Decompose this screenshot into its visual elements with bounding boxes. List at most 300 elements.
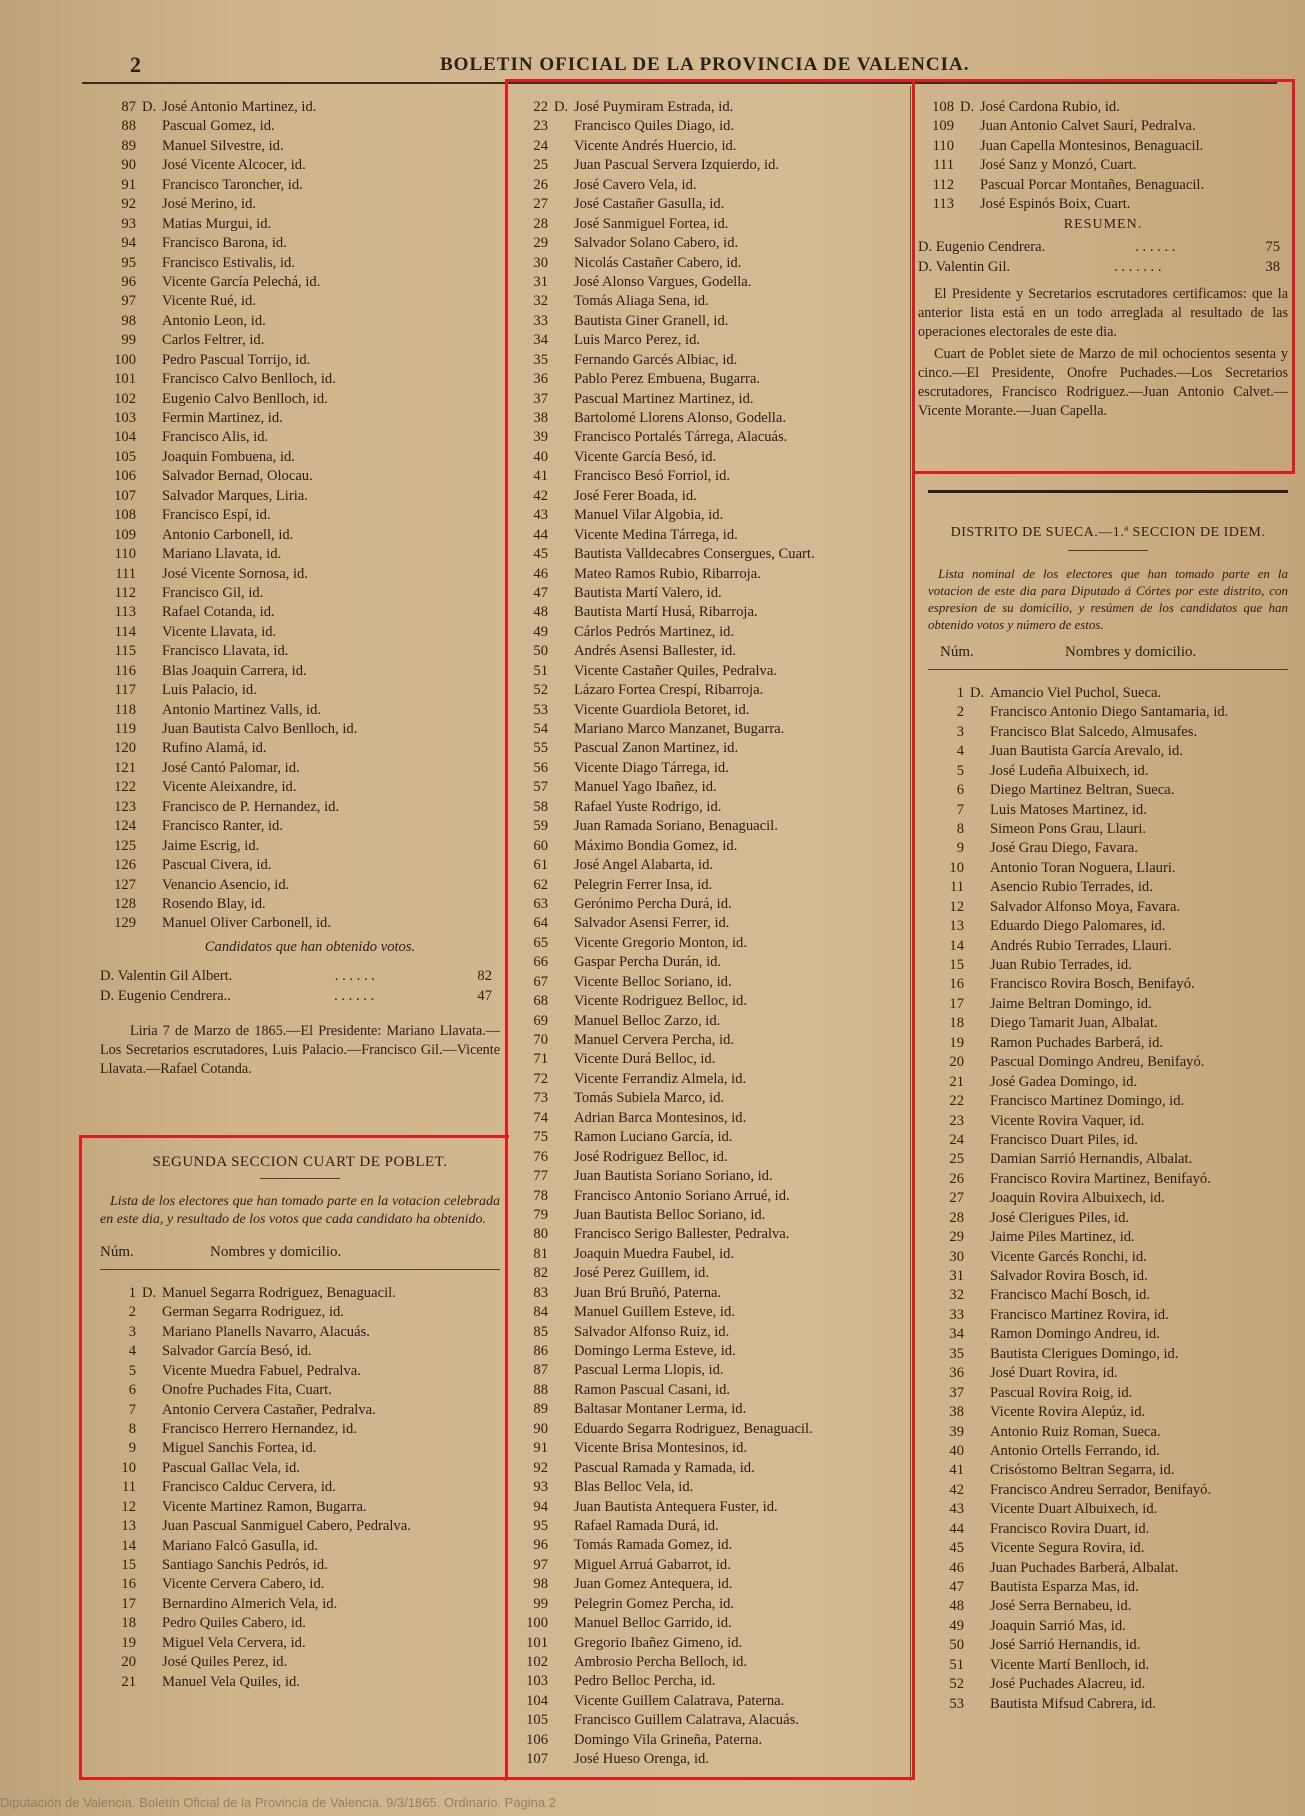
elector-number: 43 <box>949 1501 964 1518</box>
elector-number: 100 <box>526 1615 548 1632</box>
sueca-row <box>928 1578 1288 1597</box>
elector-number: 42 <box>533 487 548 504</box>
elector-name: Vicente Guillem Calatrava, Paterna. <box>574 1692 785 1709</box>
col2-row <box>512 1575 907 1594</box>
dot-leader: . . . . . . <box>1135 239 1176 256</box>
col3-row <box>918 117 1288 136</box>
elector-name: Salvador Asensi Ferrer, id. <box>574 915 730 932</box>
elector-name: Mateo Ramos Rubio, Ribarroja. <box>574 565 761 582</box>
title-mark <box>554 1050 574 1069</box>
title-mark <box>554 1012 574 1031</box>
elector-name: Francisco Machí Bosch, id. <box>990 1287 1151 1304</box>
sueca-row <box>928 1520 1288 1539</box>
elector-name: Bernardino Almerich Vela, id. <box>162 1595 338 1612</box>
elector-number: 116 <box>114 662 136 679</box>
col1-row <box>100 623 500 642</box>
sueca-row <box>928 1345 1288 1364</box>
elector-number: 55 <box>533 740 548 757</box>
elector-number: 99 <box>533 1595 548 1612</box>
title-mark <box>970 956 990 975</box>
elector-number: 95 <box>121 254 136 271</box>
elector-number: 35 <box>533 351 548 368</box>
title-mark <box>970 1325 990 1344</box>
candidate-name: D. Eugenio Cendrera. <box>918 239 1046 256</box>
elector-name: Pascual Gomez, id. <box>162 118 275 135</box>
elector-name: Manuel Vilar Algobia, id. <box>574 507 724 524</box>
col2-row <box>512 603 907 622</box>
elector-number: 65 <box>533 934 548 951</box>
sueca-row <box>928 1675 1288 1694</box>
elector-number: 125 <box>114 837 136 854</box>
title-mark <box>970 1656 990 1675</box>
elector-name: Andrés Asensi Ballester, id. <box>574 643 736 660</box>
title-mark <box>554 1420 574 1439</box>
sueca-row <box>928 1500 1288 1519</box>
elector-number: 36 <box>949 1365 964 1382</box>
elector-number: 46 <box>949 1559 964 1576</box>
col1-row <box>100 467 500 486</box>
elector-name: Salvador Solano Cabero, id. <box>574 235 739 252</box>
elector-name: Pedro Quiles Cabero, id. <box>162 1615 306 1632</box>
col1-row <box>100 681 500 700</box>
title-mark <box>554 292 574 311</box>
col1-row <box>100 662 500 681</box>
elector-name: Francisco Rovira Bosch, Benifayó. <box>990 976 1195 993</box>
elector-name: Juan Bautista Belloc Soriano, id. <box>574 1206 766 1223</box>
column-2 <box>512 98 907 1770</box>
elector-number: 21 <box>121 1673 136 1690</box>
col1-row <box>100 798 500 817</box>
col2-row <box>512 1731 907 1750</box>
candidates-heading: Candidatos que han obtenido votos. <box>204 938 416 955</box>
elector-name: Francisco Taroncher, id. <box>162 176 303 193</box>
col2-row <box>512 914 907 933</box>
sueca-voter-list <box>928 684 1288 1714</box>
elector-name: Vicente García Besó, id. <box>574 448 717 465</box>
title-mark <box>970 1636 990 1655</box>
elector-number: 114 <box>114 623 136 640</box>
elector-number: 16 <box>121 1576 136 1593</box>
title-mark <box>554 1517 574 1536</box>
title-mark <box>970 1481 990 1500</box>
col2-row <box>512 176 907 195</box>
sueca-column-headers <box>928 643 1288 662</box>
title-mark <box>142 662 162 681</box>
title-mark <box>554 876 574 895</box>
elector-name: Antonio Leon, id. <box>162 312 266 329</box>
title-mark <box>970 1520 990 1539</box>
elector-name: Vicente Muedra Fabuel, Pedralva. <box>162 1362 361 1379</box>
sueca-row <box>928 1014 1288 1033</box>
elector-name: Vicente Rodriguez Belloc, id. <box>574 993 747 1010</box>
elector-number: 4 <box>956 743 964 760</box>
col2-row <box>512 1206 907 1225</box>
elector-number: 121 <box>114 759 136 776</box>
elector-name: Vicente Brisa Montesinos, id. <box>574 1440 748 1457</box>
sueca-row <box>928 937 1288 956</box>
title-mark <box>142 681 162 700</box>
col2-row <box>512 720 907 739</box>
col2-row <box>512 351 907 370</box>
title-mark <box>554 720 574 739</box>
sueca-row <box>928 1403 1288 1422</box>
col1-row <box>100 526 500 545</box>
title-mark <box>554 254 574 273</box>
title-mark <box>142 817 162 836</box>
col2-row <box>512 1672 907 1691</box>
elector-number: 5 <box>128 1362 136 1379</box>
elector-name: Antonio Martinez Valls, id. <box>162 701 322 718</box>
elector-number: 21 <box>949 1073 964 1090</box>
title-mark <box>970 937 990 956</box>
title-mark <box>142 1362 162 1381</box>
col1-row <box>100 215 500 234</box>
title-mark <box>960 117 980 136</box>
elector-name: Vicente Segura Rovira, id. <box>990 1540 1145 1557</box>
elector-name: Adrian Barca Montesinos, id. <box>574 1109 747 1126</box>
col2-row <box>512 370 907 389</box>
elector-number: 103 <box>526 1673 548 1690</box>
col2-row <box>512 1070 907 1089</box>
title-mark: D. <box>960 99 975 115</box>
sueca-row <box>928 762 1288 781</box>
elector-name: Lázaro Fortea Crespí, Ribarroja. <box>574 682 764 699</box>
elector-name: Juan Ramada Soriano, Benaguacil. <box>574 818 778 835</box>
col1-row <box>100 137 500 156</box>
elector-name: Salvador Rovira Bosch, id. <box>990 1268 1148 1285</box>
col2-row <box>512 856 907 875</box>
title-mark <box>142 1634 162 1653</box>
sueca-row <box>928 684 1288 703</box>
elector-number: 127 <box>114 876 136 893</box>
elector-number: 33 <box>949 1306 964 1323</box>
elector-number: 60 <box>533 837 548 854</box>
elector-name: Ramon Puchades Barberá, id. <box>990 1034 1164 1051</box>
elector-name: Domingo Vila Grineña, Paterna. <box>574 1731 763 1748</box>
col2-row <box>512 1614 907 1633</box>
title-mark <box>142 1673 162 1692</box>
col2-row <box>512 1634 907 1653</box>
elector-name: José Sarrió Hernandis, id. <box>990 1637 1141 1654</box>
heading-rule <box>260 1178 340 1179</box>
elector-number: 47 <box>949 1579 964 1596</box>
title-mark <box>554 1692 574 1711</box>
elector-name: Antonio Ortells Ferrando, id. <box>990 1442 1160 1459</box>
title-mark <box>142 273 162 292</box>
title-mark <box>554 1459 574 1478</box>
candidate-name: D. Valentin Gil. <box>918 258 1011 275</box>
elector-name: Manuel Yago Ibañez, id. <box>574 779 717 796</box>
col2-row <box>512 1556 907 1575</box>
title-mark <box>970 1170 990 1189</box>
elector-number: 128 <box>114 895 136 912</box>
elector-name: Francisco Rovira Duart, id. <box>990 1520 1150 1537</box>
elector-number: 4 <box>128 1343 136 1360</box>
elector-number: 100 <box>114 351 136 368</box>
elector-name: Francisco Guillem Calatrava, Alacuás. <box>574 1712 799 1729</box>
elector-number: 77 <box>533 1168 548 1185</box>
elector-number: 102 <box>114 390 136 407</box>
title-mark <box>554 1400 574 1419</box>
elector-name: Ramon Pascual Casani, id. <box>574 1381 731 1398</box>
title-mark <box>970 898 990 917</box>
elector-number: 108 <box>932 99 954 115</box>
elector-number: 48 <box>533 604 548 621</box>
elector-number: 45 <box>949 1540 964 1557</box>
col2-row <box>512 681 907 700</box>
elector-name: Manuel Vela Quiles, id. <box>162 1673 300 1690</box>
sueca-row <box>928 995 1288 1014</box>
col3-row <box>918 137 1288 156</box>
title-mark <box>554 273 574 292</box>
sueca-row <box>928 1131 1288 1150</box>
col1-row <box>100 739 500 758</box>
segunda-column-headers <box>100 1243 500 1262</box>
col2-row <box>512 876 907 895</box>
col2-row <box>512 739 907 758</box>
elector-name: Francisco Andreu Serrador, Benifayó. <box>990 1481 1212 1498</box>
page-number: 2 <box>130 52 141 77</box>
elector-name: Bautista Giner Granell, id. <box>574 312 729 329</box>
elector-number: 9 <box>956 840 964 857</box>
elector-name: Francisco Besó Forriol, id. <box>574 468 731 485</box>
title-mark <box>142 312 162 331</box>
elector-name: José Cardona Rubio, id. <box>980 99 1120 115</box>
elector-number: 113 <box>932 196 954 213</box>
title-mark <box>554 914 574 933</box>
elector-number: 87 <box>533 1362 548 1379</box>
elector-name: Juan Capella Montesinos, Benaguacil. <box>980 137 1204 154</box>
elector-number: 17 <box>949 995 964 1012</box>
elector-name: José Grau Diego, Favara. <box>990 840 1138 857</box>
title-mark <box>554 370 574 389</box>
col1-row <box>100 98 500 117</box>
title-mark <box>554 1653 574 1672</box>
col1-row <box>100 312 500 331</box>
certification-text: El Presidente y Secretarios escrutadores certificamos: que la anterior lista está en un todo arreglada al resultado de las operaciones electorales de este dia. <box>918 285 1288 340</box>
title-mark <box>554 467 574 486</box>
elector-number: 118 <box>114 701 136 718</box>
title-mark <box>554 584 574 603</box>
title-mark <box>970 1150 990 1169</box>
elector-number: 70 <box>533 1032 548 1048</box>
elector-number: 6 <box>956 782 964 799</box>
elector-name: Joaquin Muedra Faubel, id. <box>574 1245 735 1262</box>
col2-row <box>512 215 907 234</box>
title-mark <box>554 312 574 331</box>
elector-number: 19 <box>121 1634 136 1651</box>
col2-row <box>512 817 907 836</box>
elector-number: 11 <box>121 1479 136 1496</box>
elector-number: 91 <box>121 176 136 193</box>
elector-name: Francisco Quiles Diago, id. <box>574 118 735 135</box>
resumen-heading: RESUMEN. <box>1063 216 1143 232</box>
candidate-name: D. Valentin Gil Albert. <box>100 968 233 985</box>
title-mark <box>554 992 574 1011</box>
elector-number: 44 <box>949 1520 964 1537</box>
elector-name: Pascual Zanon Martinez, id. <box>574 740 739 757</box>
col2-row <box>512 1284 907 1303</box>
elector-number: 71 <box>533 1051 548 1068</box>
elector-name: José Clerigues Piles, id. <box>990 1209 1130 1226</box>
elector-name: Blas Belloc Vela, id. <box>574 1479 694 1496</box>
elector-number: 62 <box>533 876 548 893</box>
title-mark <box>554 701 574 720</box>
elector-number: 39 <box>533 429 548 446</box>
col1-row <box>100 506 500 525</box>
elector-name: Francisco Antonio Soriano Arrué, id. <box>574 1187 790 1204</box>
title-mark <box>142 1653 162 1672</box>
elector-number: 15 <box>121 1557 136 1574</box>
col2-row <box>512 1187 907 1206</box>
elector-name: Gerónimo Percha Durá, id. <box>574 895 732 912</box>
elector-name: José Angel Alabarta, id. <box>574 857 714 874</box>
col2-row <box>512 1653 907 1672</box>
elector-number: 112 <box>114 584 136 601</box>
page-header <box>130 52 1280 82</box>
col1-row <box>100 759 500 778</box>
elector-name: Francisco Llavata, id. <box>162 643 289 660</box>
elector-name: Eugenio Calvo Benlloch, id. <box>162 390 328 407</box>
elector-name: Salvador García Besó, id. <box>162 1343 312 1360</box>
segunda-row <box>100 1537 500 1556</box>
col2-row <box>512 234 907 253</box>
title-mark <box>554 662 574 681</box>
title-mark <box>970 1131 990 1150</box>
col3-voter-list <box>918 98 1288 215</box>
title-mark <box>554 1167 574 1186</box>
col2-row <box>512 1031 907 1050</box>
elector-name: Mariano Llavata, id. <box>162 546 282 563</box>
elector-number: 5 <box>956 762 964 779</box>
col2-row <box>512 1323 907 1342</box>
elector-name: Pascual Gallac Vela, id. <box>162 1459 300 1476</box>
elector-number: 24 <box>533 137 548 154</box>
elector-name: Bautista Martí Valero, id. <box>574 584 722 601</box>
title-mark <box>554 1206 574 1225</box>
elector-number: 1 <box>956 684 964 701</box>
elector-name: Manuel Silvestre, id. <box>162 137 284 154</box>
elector-name: Francisco Calvo Benlloch, id. <box>162 371 336 388</box>
elector-number: 31 <box>533 273 548 290</box>
elector-name: Pascual Rovira Roig, id. <box>990 1384 1133 1401</box>
elector-number: 29 <box>533 235 548 252</box>
title-mark <box>554 1439 574 1458</box>
elector-number: 91 <box>533 1440 548 1457</box>
sueca-row <box>928 859 1288 878</box>
elector-name: Francisco Calduc Cervera, id. <box>162 1479 336 1496</box>
elector-number: 19 <box>949 1034 964 1051</box>
col2-row <box>512 1225 907 1244</box>
dot-leader: . . . . . . <box>334 968 375 985</box>
elector-number: 20 <box>949 1054 964 1071</box>
elector-name: Manuel Belloc Garrido, id. <box>574 1615 732 1632</box>
elector-name: Cárlos Pedrós Martinez, id. <box>574 623 735 640</box>
elector-number: 38 <box>949 1404 964 1421</box>
segunda-row <box>100 1459 500 1478</box>
col2-row <box>512 331 907 350</box>
col3-row <box>918 176 1288 195</box>
elector-number: 2 <box>956 704 964 721</box>
col1-row <box>100 856 500 875</box>
title-mark <box>554 642 574 661</box>
title-mark <box>142 506 162 525</box>
sueca-row <box>928 1034 1288 1053</box>
title-mark <box>554 1284 574 1303</box>
elector-name: Francisco Alis, id. <box>162 429 269 446</box>
title-mark <box>142 1517 162 1536</box>
title-mark <box>142 623 162 642</box>
col2-row <box>512 506 907 525</box>
elector-name: Manuel Cervera Percha, id. <box>574 1032 735 1048</box>
elector-number: 105 <box>526 1712 548 1729</box>
elector-number: 52 <box>533 682 548 699</box>
sueca-row <box>928 1461 1288 1480</box>
elector-number: 96 <box>533 1537 548 1554</box>
col2-row <box>512 487 907 506</box>
elector-number: 111 <box>115 565 136 582</box>
elector-name: José Alonso Vargues, Godella. <box>574 273 752 290</box>
title-mark <box>554 1264 574 1283</box>
col1-row <box>100 195 500 214</box>
col1-row <box>100 720 500 739</box>
segunda-row <box>100 1381 500 1400</box>
title-mark <box>554 176 574 195</box>
title-mark <box>142 1595 162 1614</box>
col1-row <box>100 234 500 253</box>
title-mark <box>554 1575 574 1594</box>
sueca-row <box>928 1597 1288 1616</box>
col1-row <box>100 701 500 720</box>
elector-number: 94 <box>121 235 136 252</box>
elector-name: Juan Pascual Servera Izquierdo, id. <box>574 157 780 174</box>
elector-number: 81 <box>533 1245 548 1262</box>
elector-name: Pascual Domingo Andreu, Benifayó. <box>990 1054 1205 1071</box>
elector-number: 90 <box>533 1420 548 1437</box>
col2-row <box>512 1361 907 1380</box>
elector-name: Vicente Garcés Ronchi, id. <box>990 1248 1147 1265</box>
col2-row <box>512 1459 907 1478</box>
col2-row <box>512 1089 907 1108</box>
elector-name: Pelegrin Ferrer Insa, id. <box>574 876 713 893</box>
segunda-row <box>100 1595 500 1614</box>
elector-name: Fermin Martinez, id. <box>162 410 283 426</box>
col2-row <box>512 526 907 545</box>
col2-row <box>512 1381 907 1400</box>
title-mark <box>554 409 574 428</box>
elector-number: 94 <box>533 1498 548 1515</box>
title-mark <box>970 820 990 839</box>
title-mark <box>554 156 574 175</box>
elector-number: 43 <box>533 507 548 524</box>
col2-row <box>512 117 907 136</box>
title-mark <box>970 839 990 858</box>
elector-name: Vicente Aleixandre, id. <box>162 779 297 796</box>
title-mark <box>970 1073 990 1092</box>
col2-row <box>512 1420 907 1439</box>
elector-number: 40 <box>533 448 548 465</box>
title-mark <box>554 1614 574 1633</box>
elector-name: José Hueso Orenga, id. <box>574 1751 709 1768</box>
elector-number: 53 <box>533 701 548 718</box>
elector-number: 33 <box>533 312 548 329</box>
sueca-row <box>928 1112 1288 1131</box>
elector-number: 41 <box>533 468 548 485</box>
title-mark <box>970 1384 990 1403</box>
col1-row <box>100 409 500 428</box>
elector-number: 30 <box>533 254 548 271</box>
vote-count: 38 <box>1265 258 1280 275</box>
